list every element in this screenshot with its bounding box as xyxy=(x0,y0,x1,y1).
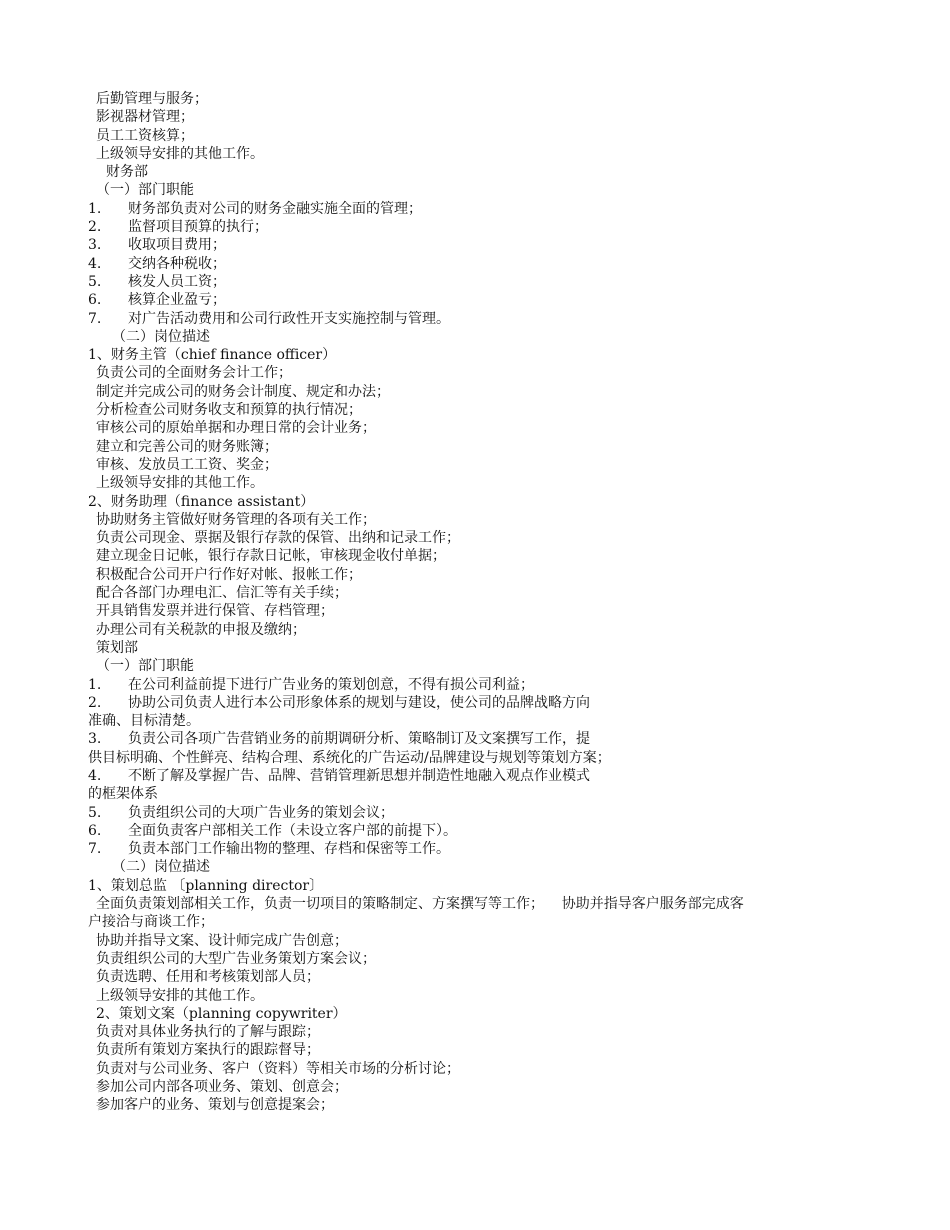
document-page xyxy=(88,90,908,1115)
numbered-item xyxy=(88,767,908,785)
numbered-item xyxy=(88,200,908,218)
text-line: 2、财务助理（finance assistant） xyxy=(88,493,315,510)
text-line: 参加公司内部各项业务、策划、创意会； xyxy=(96,1079,348,1096)
text-line: 办理公司有关税款的申报及缴纳； xyxy=(96,621,306,638)
text-line: 的框架体系 xyxy=(88,786,158,803)
numbered-item xyxy=(88,676,908,694)
item-text: 负责组织公司的大项广告业务的策划会议； xyxy=(128,804,394,821)
text-line: 策划部 xyxy=(96,639,138,656)
item-number: 7. xyxy=(88,310,102,327)
item-text: 协助公司负责人进行本公司形象体系的规划与建设，使公司的品牌战略方向 xyxy=(128,694,590,711)
item-number: 3. xyxy=(88,237,102,254)
item-number: 3. xyxy=(88,731,102,748)
item-number: 2. xyxy=(88,219,102,236)
text-line: 上级领导安排的其他工作。 xyxy=(96,987,264,1004)
item-number: 5. xyxy=(88,804,102,821)
item-text: 核发人员工资； xyxy=(128,273,226,290)
text-line: 负责公司的全面财务会计工作； xyxy=(96,365,292,382)
numbered-item xyxy=(88,840,908,858)
item-text: 收取项目费用； xyxy=(128,237,226,254)
text-line: 负责所有策划方案执行的跟踪督导； xyxy=(96,1042,320,1059)
numbered-item xyxy=(88,236,908,254)
item-number: 1. xyxy=(88,676,102,693)
text-line: 负责对具体业务执行的了解与跟踪； xyxy=(96,1024,320,1041)
text-line: 审核公司的原始单据和办理日常的会计业务； xyxy=(96,420,376,437)
item-text: 全面负责客户部相关工作（未设立客户部的前提下）。 xyxy=(128,822,457,839)
text-line: 全面负责策划部相关工作，负责一切项目的策略制定、方案撰写等工作； 协助并指导客户服务部完成客 xyxy=(96,896,744,913)
text-line: 配合各部门办理电汇、信汇等有关手续； xyxy=(96,585,348,602)
numbered-item xyxy=(88,218,908,236)
text-line: 影视器材管理； xyxy=(96,109,194,126)
item-text: 财务部负责对公司的财务金融实施全面的管理； xyxy=(128,200,422,217)
numbered-item xyxy=(88,730,908,748)
text-line: 制定并完成公司的财务会计制度、规定和办法； xyxy=(96,383,390,400)
item-number: 4. xyxy=(88,767,102,784)
numbered-item xyxy=(88,694,908,712)
item-text: 负责本部门工作输出物的整理、存档和保密等工作。 xyxy=(128,841,450,858)
text-line: 协助并指导文案、设计师完成广告创意； xyxy=(96,932,348,949)
item-text: 交纳各种税收； xyxy=(128,255,226,272)
numbered-item xyxy=(88,291,908,309)
text-line: 户接洽与商谈工作； xyxy=(88,914,214,931)
item-number: 6. xyxy=(88,292,102,309)
text-line: （一）部门职能 xyxy=(96,658,194,675)
text-line: （一）部门职能 xyxy=(96,182,194,199)
item-number: 4. xyxy=(88,255,102,272)
text-line: 2、策划文案（planning copywriter） xyxy=(96,1005,347,1022)
text-line: 积极配合公司开户行作好对帐、报帐工作； xyxy=(96,566,362,583)
text-line: 开具销售发票并进行保管、存档管理； xyxy=(96,603,334,620)
text-line: 1、策划总监 〔planning director〕 xyxy=(88,877,324,894)
item-text: 监督项目预算的执行； xyxy=(128,219,268,236)
text-line: 负责选聘、任用和考核策划部人员； xyxy=(96,969,320,986)
text-line: 负责组织公司的大型广告业务策划方案会议； xyxy=(96,950,376,967)
text-line: 1、财务主管（chief finance officer） xyxy=(88,347,337,364)
text-line: 负责公司现金、票据及银行存款的保管、出纳和记录工作； xyxy=(96,530,460,547)
item-number: 6. xyxy=(88,822,102,839)
text-line: 负责对与公司业务、客户（资料）等相关市场的分析讨论； xyxy=(96,1060,460,1077)
numbered-item xyxy=(88,255,908,273)
item-text: 对广告活动费用和公司行政性开支实施控制与管理。 xyxy=(128,310,450,327)
text-line: 分析检查公司财务收支和预算的执行情况； xyxy=(96,402,362,419)
item-number: 1. xyxy=(88,200,102,217)
text-line: 供目标明确、个性鲜亮、结构合理、系统化的广告运动/品牌建设与规划等策划方案； xyxy=(88,749,611,766)
item-number: 5. xyxy=(88,273,102,290)
item-text: 不断了解及掌握广告、品牌、营销管理新思想并制造性地融入观点作业模式 xyxy=(128,767,590,784)
text-line: （二）岗位描述 xyxy=(112,328,210,345)
text-line: 准确、目标清楚。 xyxy=(88,713,200,730)
text-line: 协助财务主管做好财务管理的各项有关工作； xyxy=(96,511,376,528)
item-text: 负责公司各项广告营销业务的前期调研分析、策略制订及文案撰写工作，提 xyxy=(128,731,590,748)
text-line: 员工工资核算； xyxy=(96,127,194,144)
numbered-item xyxy=(88,804,908,822)
item-number: 2. xyxy=(88,694,102,711)
text-line: 上级领导安排的其他工作。 xyxy=(96,145,264,162)
item-text: 核算企业盈亏； xyxy=(128,292,226,309)
text-line: 上级领导安排的其他工作。 xyxy=(96,475,264,492)
item-number: 7. xyxy=(88,841,102,858)
numbered-item xyxy=(88,273,908,291)
text-line: 参加客户的业务、策划与创意提案会； xyxy=(96,1097,334,1114)
text-line: 后勤管理与服务； xyxy=(96,91,208,107)
text-line: 财务部 xyxy=(106,164,148,181)
numbered-item xyxy=(88,822,908,840)
text-line: 审核、发放员工工资、奖金； xyxy=(96,456,278,473)
item-text: 在公司利益前提下进行广告业务的策划创意，不得有损公司利益； xyxy=(128,676,534,693)
text-line: 建立现金日记帐，银行存款日记帐，审核现金收付单据； xyxy=(96,548,446,565)
numbered-item xyxy=(88,310,908,328)
text-line: 建立和完善公司的财务账簿； xyxy=(96,438,278,455)
text-line: （二）岗位描述 xyxy=(112,859,210,876)
